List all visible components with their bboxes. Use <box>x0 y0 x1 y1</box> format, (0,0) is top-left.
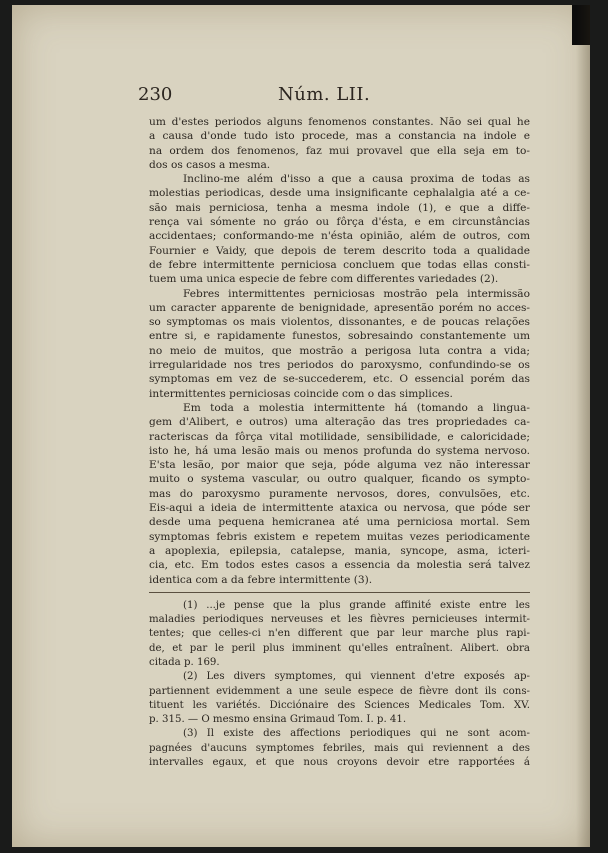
footnote <box>149 599 530 670</box>
text-line: accidentaes; conformando-me n'ésta opinião, além de outros, com <box>149 230 530 243</box>
footnotes <box>149 599 530 771</box>
text-line: E'sta lesão, por maior que seja, póde alguma vez não interessar <box>149 459 530 472</box>
paragraph <box>149 115 530 172</box>
footnote <box>149 670 530 727</box>
footnote-divider <box>149 592 530 593</box>
text-line: symptomas febris existem e repetem muitas vezes periodicamente <box>149 530 530 543</box>
footnote-line: de, et par le peril plus imminent qu'elles entraînent. Alibert. obra <box>149 642 530 654</box>
page-header <box>138 84 530 106</box>
text-line: Fournier e Vaidy, que depois de terem descrito toda a qualidade <box>149 244 530 257</box>
footnote-line: partiennent evidemment a une seule espece de fièvre dont ils cons- <box>149 685 530 697</box>
text-line: são mais perniciosa, tenha a mesma indole (1), e que a diffe- <box>149 201 530 214</box>
text-line: de febre intermittente perniciosa concluem que todas ellas consti- <box>149 258 530 271</box>
text-line: no meio de muitos, que mostrão a perigosa luta contra a vida; <box>149 344 530 357</box>
text-line: rença vai sómente no gráo ou fôrça d'ésta, e em circunstâncias <box>149 216 530 229</box>
footnote-line: (3) Il existe des affections periodiques qui ne sont acom- <box>183 728 530 740</box>
footnote-line: maladies periodiques nerveuses et les fièvres pernicieuses intermit- <box>149 614 530 626</box>
footnote-line: tentes; que celles-ci n'en different que par leur marche plus rapi- <box>149 628 530 640</box>
footnote-line: tituent les variétés. Dicciónaire des Sciences Medicales Tom. XV. <box>149 699 530 711</box>
paragraph <box>149 401 530 587</box>
text-line: identica com a da febre intermittente (3). <box>149 573 373 586</box>
text-line: Febres intermittentes perniciosas mostrão pela intermissão <box>183 287 530 300</box>
text-line: a causa d'onde tudo isto procede, mas a constancia na indole e <box>149 130 530 143</box>
text-line: um d'estes periodos alguns fenomenos constantes. Não sei qual he <box>149 116 530 128</box>
text-line: dos os casos a mesma. <box>149 158 271 171</box>
footnote-line: citada p. 169. <box>149 656 220 668</box>
text-line: um caracter apparente de benignidade, apresentão porém no acces- <box>149 301 530 314</box>
footnote-line: intervalles egaux, et que nous croyons devoir etre rapportées á <box>149 757 530 769</box>
text-line: a apoplexia, epilepsia, catalepse, mania, syncope, asma, icteri- <box>149 544 530 557</box>
footnote-line: pagnées d'aucuns symptomes febriles, mais qui reviennent a des <box>149 742 530 754</box>
text-line: irregularidade nos tres periodos do paroxysmo, confundindo-se os <box>149 359 530 372</box>
text-line: na ordem dos fenomenos, faz mui provavel que ella seja em to- <box>149 144 530 157</box>
page-title: Núm. LII. <box>278 84 371 105</box>
text-line: Em toda a molestia intermittente há (tomando a lingua- <box>183 401 530 414</box>
text-line: cia, etc. Em todos estes casos a essencia da molestia será talvez <box>149 559 530 572</box>
text-line: so symptomas os mais violentos, dissonantes, e de poucas relações <box>149 316 530 329</box>
page-number: 230 <box>138 84 173 105</box>
footnote-line: (2) Les divers symptomes, qui viennent d'etre exposés ap- <box>183 671 530 683</box>
paragraph <box>149 172 530 286</box>
paragraph <box>149 287 530 401</box>
footnote-line: p. 315. — O mesmo ensina Grimaud Tom. I. p. 41. <box>149 714 407 726</box>
text-line: tuem uma unica especie de febre com differentes variedades (2). <box>149 273 499 286</box>
text-line: muito o systema vascular, ou outro qualquer, ficando os sympto- <box>149 473 530 486</box>
text-line: entre si, e rapidamente funestos, sobresaindo constantemente um <box>149 330 530 343</box>
text-line: gem d'Alibert, e outros) uma alteração das tres propriedades ca- <box>149 416 530 429</box>
text-line: intermittentes perniciosas coincide com o das simplices. <box>149 387 453 400</box>
book-page <box>12 5 590 847</box>
footnote-line: (1) ...je pense que la plus grande affinité existe entre les <box>183 599 530 611</box>
footnote <box>149 727 530 770</box>
text-line: Eis-aqui a ideia de intermittente ataxica ou nervosa, que póde ser <box>149 502 530 515</box>
text-line: symptomas em vez de se-succederem, etc. O essencial porém das <box>149 373 530 386</box>
text-line: mas do paroxysmo puramente nervosos, dores, convulsões, etc. <box>149 487 530 500</box>
text-line: desde uma pequena hemicranea até uma perniciosa mortal. Sem <box>149 516 530 529</box>
text-line: isto he, há uma lesão mais ou menos profunda do systema nervoso. <box>149 444 530 457</box>
main-text <box>149 115 530 770</box>
text-line: Inclino-me além d'isso a que a causa proxima de todas as <box>183 173 530 186</box>
text-line: racteriscas da fôrça vital motilidade, sensibilidade, e caloricidade; <box>149 430 530 443</box>
text-line: molestias periodicas, desde uma insignificante cephalalgia até a ce- <box>149 187 530 200</box>
page-tab-mark <box>572 5 590 45</box>
